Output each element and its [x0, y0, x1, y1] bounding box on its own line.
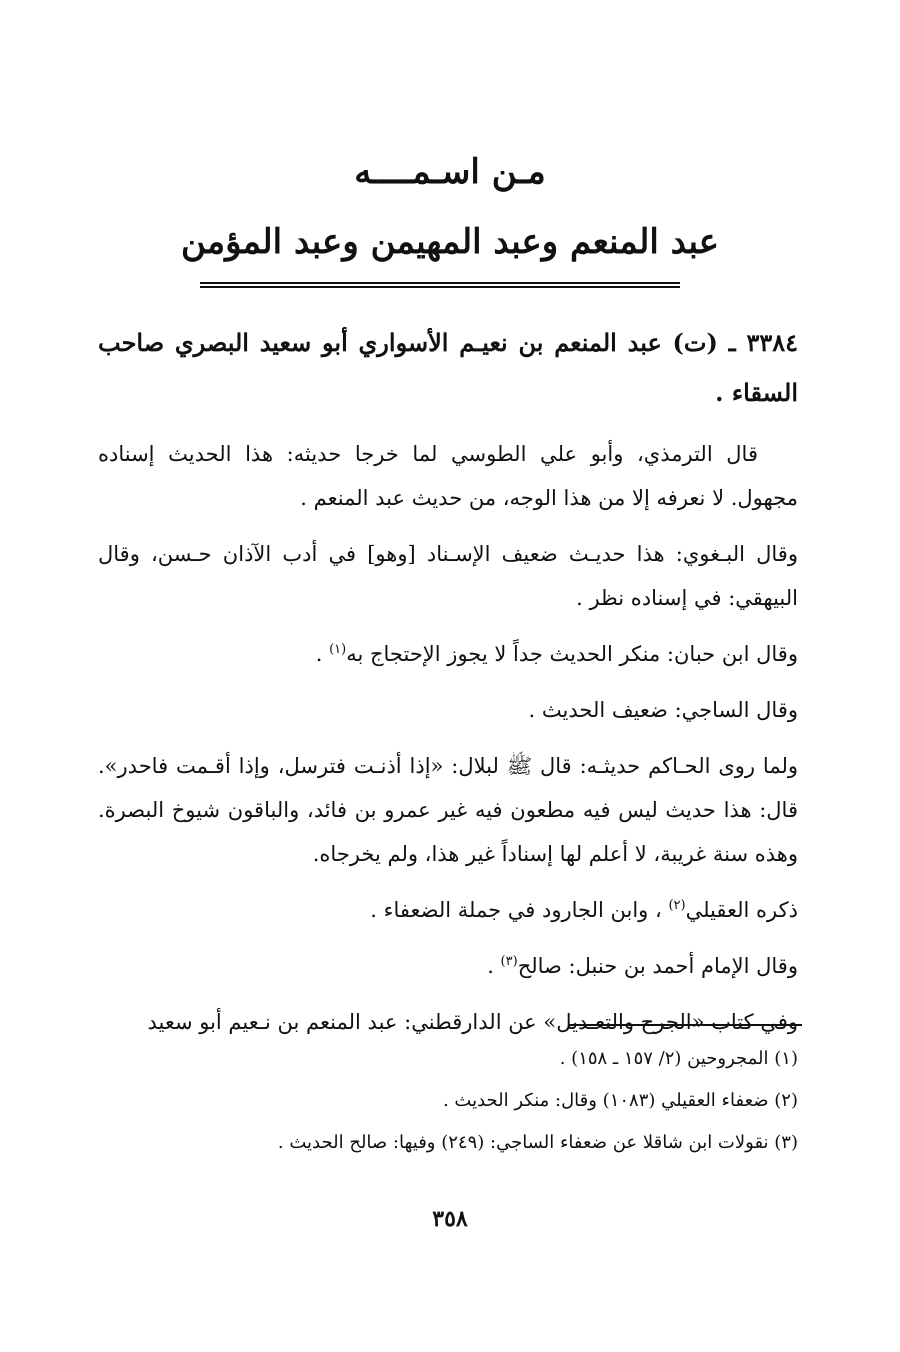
paragraph-ahmad — [98, 944, 798, 988]
paragraph-text: ذكره العقيلي — [685, 898, 798, 922]
paragraph-daraqutni: وفي كتاب «الجرح والتعـديل» عن الدارقطني: عبد المنعم بن نـعيم أبو سعيد — [147, 1010, 798, 1034]
main-text — [98, 318, 798, 1056]
footnote-separator — [568, 1024, 802, 1026]
footnote-ref-2[interactable]: (٢) — [668, 898, 686, 913]
footnote-ref-3[interactable]: (٣) — [500, 954, 518, 969]
paragraph-ibn-hibban — [98, 632, 798, 676]
section-subheading: عبد المنعم وعبد المهيمن وعبد المؤمن — [180, 222, 719, 262]
entry-title: ٣٣٨٤ ـ (ت) عبد المنعم بن نعيـم الأسواري أبو سعيد البصري صاحب السقاء . — [98, 328, 798, 407]
footnote-2: (٢) ضعفاء العقيلي (١٠٨٣) وقال: منكر الحديث . — [442, 1090, 798, 1111]
footnote-ref-1[interactable]: (١) — [329, 642, 347, 657]
heading-double-rule — [200, 282, 680, 288]
page-number: ٣٥٨ — [432, 1206, 468, 1232]
paragraph-saji: وقال الساجي: ضعيف الحديث . — [528, 698, 798, 722]
paragraph-text: وقال ابن حبان: منكر الحديث جداً لا يجوز الإحتجاج به — [346, 642, 798, 666]
footnotes — [98, 1038, 798, 1164]
paragraph-uqayli — [98, 888, 798, 932]
paragraph-tail: . — [487, 954, 501, 978]
paragraph-hakim: ولما روى الحـاكم حديثـه: قال ﷺ لبلال: «إذا أذنـت فترسل، وإذا أقـمت فاحدر». قال: هذا حديث ليس فيه مطعون فيه غير عمرو بن فائد، والباقون شيوخ البصرة. وهذه سنة غريبة، لا أعلم لها إسناداً غير هذا، ولم يخرجاه. — [98, 754, 798, 866]
section-heading: مـن اسـمــــه — [354, 152, 546, 192]
footnote-1: (١) المجروحين (٢/ ١٥٧ ـ ١٥٨) . — [559, 1048, 798, 1069]
paragraph-tail: . — [315, 642, 330, 666]
paragraph-text: وقال الإمام أحمد بن حنبل: صالح — [517, 954, 798, 978]
paragraph-tail: ، وابن الجارود في جملة الضعفاء . — [370, 898, 669, 922]
paragraph-tirmidhi: قال الترمذي، وأبو علي الطوسي لما خرجا حديثه: هذا الحديث إسناده مجهول. لا نعرفه إلا من هذا الوجه، من حديث عبد المنعم . — [98, 442, 798, 510]
paragraph-baghawi: وقال البـغوي: هذا حديـث ضعيف الإسـناد [وهو] في أدب الآذان حـسن، وقال البيهقي: في إسناده نظر . — [98, 542, 798, 610]
footnote-3: (٣) نقولات ابن شاقلا عن ضعفاء الساجي: (٢٤٩) وفيها: صالح الحديث . — [277, 1132, 798, 1153]
